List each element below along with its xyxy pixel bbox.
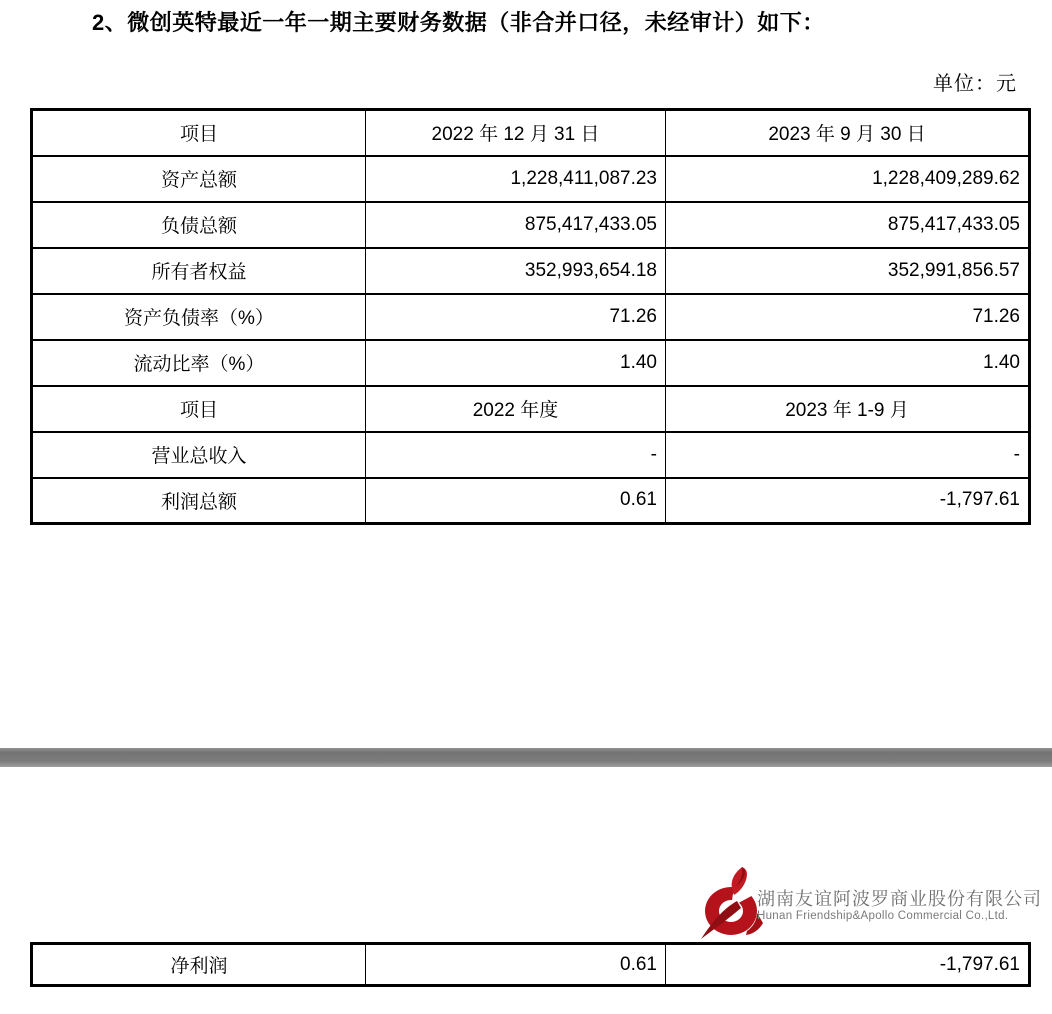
- value-cell: 1.40: [366, 340, 666, 386]
- financial-data-table: [30, 108, 1031, 525]
- table-row: [32, 202, 1030, 248]
- table-row: [32, 340, 1030, 386]
- company-name-cn: 湖南友谊阿波罗商业股份有限公司: [757, 889, 1042, 909]
- table-header-row: [32, 386, 1030, 432]
- column-header-cell: 2023 年 1-9 月: [666, 386, 1030, 432]
- value-cell: -1,797.61: [666, 944, 1030, 986]
- value-cell: 0.61: [366, 944, 666, 986]
- company-name-en: Hunan Friendship&Apollo Commercial Co.,Ltd.: [757, 910, 1009, 922]
- table-row: [32, 156, 1030, 202]
- table-header-row: [32, 110, 1030, 156]
- column-header-cell: 项目: [32, 386, 366, 432]
- value-cell: 71.26: [366, 294, 666, 340]
- table-row: [32, 432, 1030, 478]
- table-row: [32, 478, 1030, 524]
- table-row: [32, 248, 1030, 294]
- value-cell: -: [366, 432, 666, 478]
- value-cell: 1.40: [666, 340, 1030, 386]
- page-break-divider: [0, 748, 1052, 767]
- flame-logo-icon: [701, 867, 763, 941]
- column-header-cell: 2023 年 9 月 30 日: [666, 110, 1030, 156]
- unit-label: 单位：元: [933, 73, 1017, 95]
- company-logo: [700, 864, 1042, 942]
- row-label-cell: 所有者权益: [32, 248, 366, 294]
- row-label-cell: 流动比率（%）: [32, 340, 366, 386]
- row-label-cell: 净利润: [32, 944, 366, 986]
- section-heading: 2、微创英特最近一年一期主要财务数据（非合并口径，未经审计）如下：: [92, 10, 825, 35]
- value-cell: 352,993,654.18: [366, 248, 666, 294]
- table-row: [32, 944, 1030, 986]
- row-label-cell: 负债总额: [32, 202, 366, 248]
- column-header-cell: 2022 年度: [366, 386, 666, 432]
- value-cell: 71.26: [666, 294, 1030, 340]
- row-label-cell: 资产总额: [32, 156, 366, 202]
- table-row: [32, 294, 1030, 340]
- value-cell: 875,417,433.05: [666, 202, 1030, 248]
- row-label-cell: 利润总额: [32, 478, 366, 524]
- row-label-cell: 营业总收入: [32, 432, 366, 478]
- value-cell: 1,228,411,087.23: [366, 156, 666, 202]
- column-header-cell: 项目: [32, 110, 366, 156]
- value-cell: 875,417,433.05: [366, 202, 666, 248]
- net-profit-table: [30, 942, 1031, 987]
- row-label-cell: 资产负债率（%）: [32, 294, 366, 340]
- value-cell: -1,797.61: [666, 478, 1030, 524]
- column-header-cell: 2022 年 12 月 31 日: [366, 110, 666, 156]
- value-cell: -: [666, 432, 1030, 478]
- value-cell: 0.61: [366, 478, 666, 524]
- value-cell: 1,228,409,289.62: [666, 156, 1030, 202]
- value-cell: 352,991,856.57: [666, 248, 1030, 294]
